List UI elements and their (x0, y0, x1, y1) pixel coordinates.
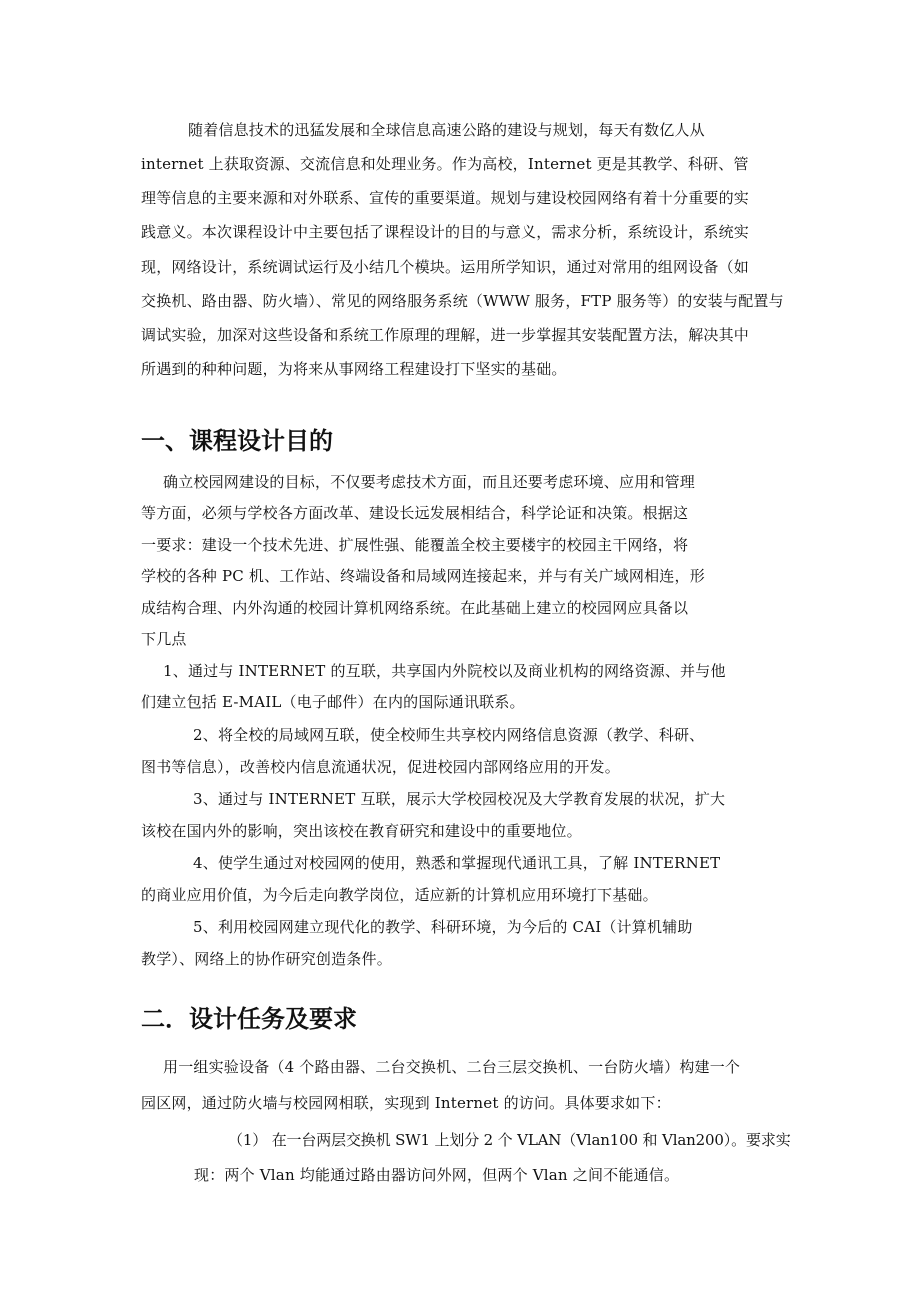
section-1-item-3-line-2: 该校在国内外的影响，突出该校在教育研究和建设中的重要地位。 (141, 822, 582, 840)
section-1-item-5-line-1: 5、利用校园网建立现代化的教学、科研环境，为今后的 CAI（计算机辅助 (193, 918, 693, 936)
section-1-item-4-line-2: 的商业应用价值，为今后走向教学岗位，适应新的计算机应用环境打下基础。 (141, 886, 658, 904)
section-1-item-2-line-2: 图书等信息），改善校内信息流通状况，促进校园内部网络应用的开发。 (141, 758, 620, 776)
intro-line-1: 随着信息技术的迅猛发展和全球信息高速公路的建设与规划，每天有数亿人从 (188, 121, 705, 139)
section-1-heading: 一、课程设计目的 (141, 427, 333, 455)
intro-line-4: 践意义。本次课程设计中主要包括了课程设计的目的与意义，需求分析，系统设计，系统实 (141, 223, 750, 241)
intro-line-8: 所遇到的种种问题，为将来从事网络工程建设打下坚实的基础。 (141, 360, 567, 378)
intro-line-5: 现，网络设计，系统调试运行及小结几个模块。运用所学知识，通过对常用的组网设备（如 (141, 258, 750, 276)
section-2-req-1-line-2: 现：两个 Vlan 均能通过路由器访问外网，但两个 Vlan 之间不能通信。 (194, 1166, 680, 1184)
section-1-item-5-line-2: 教学）、网络上的协作研究创造条件。 (141, 950, 392, 968)
section-1-item-2-line-1: 2、将全校的局域网互联，使全校师生共享校内网络信息资源（教学、科研、 (193, 726, 705, 744)
section-2-heading: 二．设计任务及要求 (141, 1005, 357, 1033)
section-1-line-3: 一要求：建设一个技术先进、扩展性强、能覆盖全校主要楼宇的校园主干网络，将 (141, 536, 689, 554)
section-1-item-1-line-1: 1、通过与 INTERNET 的互联，共享国内外院校以及商业机构的网络资源、并与他 (163, 662, 726, 680)
intro-line-2: internet 上获取资源、交流信息和处理业务。作为高校，Internet 更是其教学、科研、管 (141, 155, 749, 173)
section-1-line-5: 成结构合理、内外沟通的校园计算机网络系统。在此基础上建立的校园网应具备以 (141, 599, 689, 617)
section-1-line-1: 确立校园网建设的目标，不仅要考虑技术方面，而且还要考虑环境、应用和管理 (163, 473, 696, 491)
section-1-line-2: 等方面，必须与学校各方面改革、建设长远发展相结合，科学论证和决策。根据这 (141, 504, 689, 522)
section-1-line-4: 学校的各种 PC 机、工作站、终端设备和局域网连接起来，并与有关广域网相连，形 (141, 567, 705, 585)
section-1-item-4-line-1: 4、使学生通过对校园网的使用，熟悉和掌握现代通讯工具，了解 INTERNET (193, 854, 721, 872)
intro-line-6: 交换机、路由器、防火墙）、常见的网络服务系统（WWW 服务，FTP 服务等）的安装与配置与 (141, 292, 784, 310)
section-1-line-6: 下几点 (141, 630, 187, 648)
section-1-item-3-line-1: 3、通过与 INTERNET 互联，展示大学校园校况及大学教育发展的状况，扩大 (193, 790, 726, 808)
section-2-line-2: 园区网，通过防火墙与校园网相联，实现到 Internet 的访问。具体要求如下： (141, 1094, 671, 1112)
section-1-item-1-line-2: 们建立包括 E-MAIL（电子邮件）在内的国际通讯联系。 (141, 693, 525, 711)
intro-line-3: 理等信息的主要来源和对外联系、宣传的重要渠道。规划与建设校园网络有着十分重要的实 (141, 189, 750, 207)
section-2-line-1: 用一组实验设备（4 个路由器、二台交换机、二台三层交换机、一台防火墙）构建一个 (163, 1058, 741, 1076)
intro-line-7: 调试实验，加深对这些设备和系统工作原理的理解，进一步掌握其安装配置方法，解决其中 (141, 326, 750, 344)
section-2-req-1-line-1: （1） 在一台两层交换机 SW1 上划分 2 个 VLAN（Vlan100 和 Vlan200）。要求实 (228, 1131, 791, 1149)
